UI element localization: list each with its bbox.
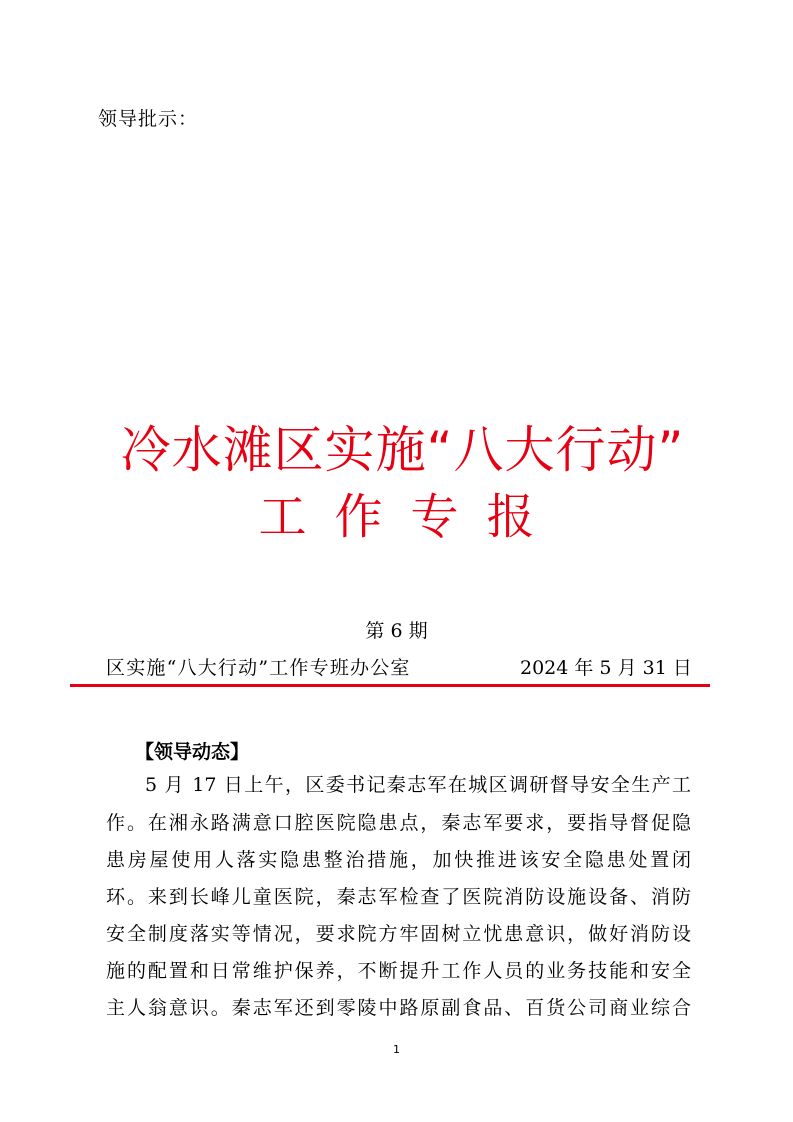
body-paragraph-line: 5 月 17 日上午，区委书记秦志军在城区调研督导安全生产工 [145, 774, 691, 796]
body-paragraph-line: 患房屋使用人落实隐患整治措施，加快推进该安全隐患处置闭 [106, 849, 691, 871]
section-heading: 【领导动态】 [135, 741, 250, 763]
leader-instruction-label: 领导批示： [98, 108, 199, 130]
page-number: 1 [393, 1043, 400, 1056]
body-paragraph-line: 安全制度落实等情况，要求院方牢固树立忧患意识，做好消防设 [106, 923, 691, 945]
red-divider-line [70, 684, 710, 687]
report-title-line1: 冷水滩区实施“八大行动” [120, 421, 685, 479]
report-title-line2: 工作专报 [258, 489, 563, 545]
body-paragraph-line: 作。在湘永路满意口腔医院隐患点，秦志军要求，要指导督促隐 [106, 812, 691, 834]
issue-date: 2024 年 5 月 31 日 [520, 657, 692, 679]
body-paragraph-line: 主人翁意识。秦志军还到零陵中路原副食品、百货公司商业综合 [106, 997, 691, 1019]
body-paragraph-line: 施的配置和日常维护保养，不断提升工作人员的业务技能和安全 [106, 960, 691, 982]
issue-number: 第 6 期 [365, 620, 428, 642]
body-paragraph-line: 环。来到长峰儿童医院，秦志军检查了医院消防设施设备、消防 [106, 886, 691, 908]
issuing-office: 区实施“八大行动”工作专班办公室 [106, 657, 411, 679]
